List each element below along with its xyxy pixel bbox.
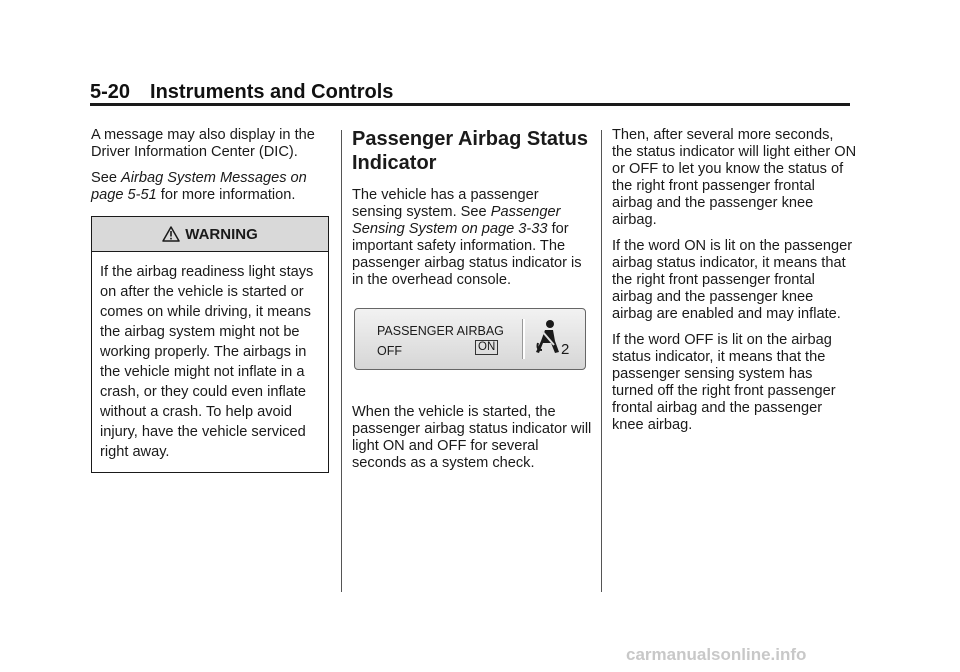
paragraph-see-messages: See Airbag System Messages on page 5-51 for more information. <box>91 170 307 203</box>
watermark: carmanualsonline.info <box>626 645 807 664</box>
section-title: Instruments and Controls <box>150 81 394 103</box>
panel-off-indicator: OFF <box>377 344 402 358</box>
paragraph-system-check: When the vehicle is started, the passenger airbag status indicator will light ON and OFF for several seconds as a system check. <box>352 404 592 471</box>
warning-title: WARNING <box>185 225 258 243</box>
paragraph-on-lit: If the word ON is lit on the passenger airbag status indicator, it means that the right front passenger frontal airbag and the passenger knee airbag are enabled and may inflate. <box>612 238 853 322</box>
paragraph-sensing-system: The vehicle has a passenger sensing system. See Passenger Sensing System on page 3-33 for important safety information. The passenger airbag status indicator is in the overhead console. <box>352 187 582 288</box>
panel-on-indicator: ON <box>475 340 498 355</box>
xref-passenger-sensing[interactable]: Passenger Sensing System on page 3-33 <box>352 204 561 237</box>
section-heading: Passenger Airbag Status Indicator <box>352 128 589 174</box>
column-2 <box>352 127 592 481</box>
seat-position-number: 2 <box>561 341 570 358</box>
xref-airbag-messages[interactable]: Airbag System Messages on page 5-51 <box>91 170 307 203</box>
column-divider-2 <box>601 130 602 592</box>
paragraph-off-lit: If the word OFF is lit on the airbag status indicator, it means that the passenger sensing system has turned off the right front passenger frontal airbag and the passenger knee airbag. <box>612 332 836 433</box>
warning-box <box>91 216 329 473</box>
page-header <box>90 81 850 104</box>
paragraph-status-light: Then, after several more seconds, the status indicator will light either ON or OFF to let you know the status of the right front passenger frontal airbag and the passenger knee airbag. <box>612 127 857 228</box>
passenger-seatbelt-icon <box>533 319 563 357</box>
column-divider-1 <box>341 130 342 592</box>
airbag-status-panel <box>354 308 586 370</box>
warning-header <box>92 217 328 252</box>
panel-label: PASSENGER AIRBAG <box>377 324 504 338</box>
column-3 <box>612 127 857 443</box>
paragraph-dic: A message may also display in the Driver Information Center (DIC). <box>91 127 315 160</box>
column-1 <box>91 127 331 473</box>
warning-body: If the airbag readiness light stays on after the vehicle is started or comes on while driving, it means the airbag system might not be working properly. The airbags in the vehicle might not inflate in a crash, or they could even inflate without a crash. To help avoid injury, have the vehicle serviced right away. <box>100 264 314 460</box>
page-number: 5-20 <box>90 81 131 103</box>
warning-triangle-icon <box>162 226 180 242</box>
header-rule <box>90 103 850 106</box>
panel-divider <box>522 319 525 359</box>
